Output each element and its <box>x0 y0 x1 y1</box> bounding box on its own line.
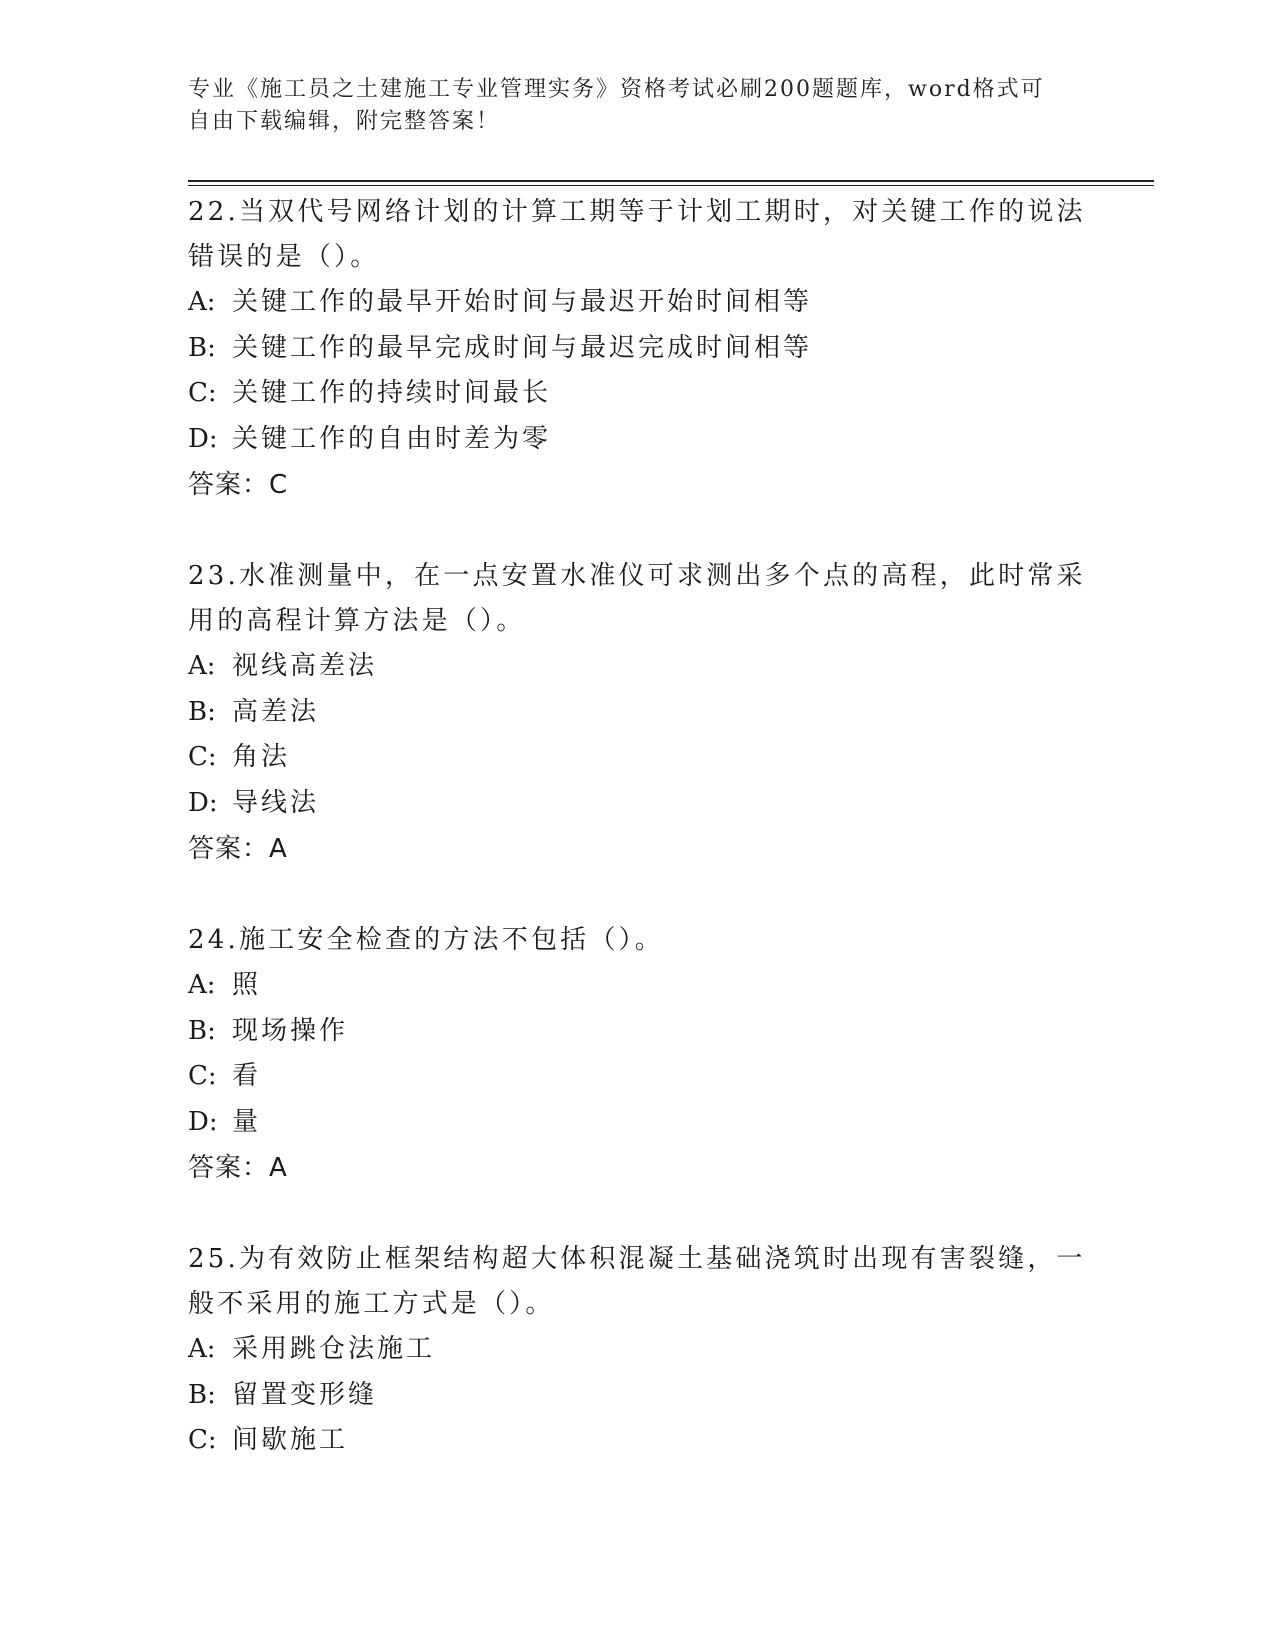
option-letter: D: <box>188 1106 218 1137</box>
option-text: 采用跳仓法施工 <box>232 1334 436 1364</box>
option-c <box>188 371 1088 417</box>
option-text: 高差法 <box>232 696 320 727</box>
option-b <box>188 690 1088 736</box>
header-divider-thin <box>188 185 1154 186</box>
option-d <box>188 781 1088 827</box>
question-stem: 22.当双代号网络计划的计算工期等于计划工期时，对关键工作的说法错误的是（）。 <box>188 197 1086 272</box>
option-letter: A: <box>188 1334 216 1364</box>
question-25 <box>188 1237 1088 1464</box>
option-text: 现场操作 <box>232 1015 349 1046</box>
option-letter: C: <box>188 378 217 408</box>
header-divider-thick <box>188 180 1154 182</box>
option-d <box>188 1100 1088 1146</box>
option-text: 关键工作的持续时间最长 <box>232 378 552 408</box>
option-letter: A: <box>188 970 216 1000</box>
header-line-2: 自由下载编辑，附完整答案！ <box>188 109 501 134</box>
option-letter: A: <box>188 287 216 317</box>
option-letter: C: <box>188 1425 217 1455</box>
option-letter: A: <box>188 651 216 681</box>
option-a <box>188 280 1088 326</box>
option-letter: B: <box>188 1015 216 1046</box>
option-text: 看 <box>232 1061 262 1091</box>
option-text: 关键工作的最早开始时间与最迟开始时间相等 <box>232 287 813 317</box>
option-b <box>188 1009 1088 1055</box>
question-22 <box>188 190 1088 508</box>
option-text: 间歇施工 <box>232 1425 349 1455</box>
question-list <box>188 190 1088 1510</box>
answer: 答案：C <box>188 470 289 500</box>
option-a <box>188 644 1088 690</box>
option-d <box>188 417 1088 463</box>
option-c <box>188 735 1088 781</box>
option-b <box>188 1373 1088 1419</box>
option-c <box>188 1054 1088 1100</box>
option-a <box>188 963 1088 1009</box>
question-23 <box>188 554 1088 872</box>
option-letter: D: <box>188 787 218 818</box>
option-c <box>188 1418 1088 1464</box>
question-stem: 24.施工安全检查的方法不包括（）。 <box>188 925 664 955</box>
option-text: 量 <box>232 1106 262 1137</box>
option-letter: B: <box>188 332 216 363</box>
option-text: 导线法 <box>232 787 320 818</box>
question-stem: 25.为有效防止框架结构超大体积混凝土基础浇筑时出现有害裂缝，一般不采用的施工方式是（）。 <box>188 1244 1086 1319</box>
option-text: 关键工作的最早完成时间与最迟完成时间相等 <box>232 332 813 363</box>
question-stem: 23.水准测量中，在一点安置水准仪可求测出多个点的高程，此时常采用的高程计算方法是（）。 <box>188 561 1086 636</box>
option-letter: C: <box>188 742 217 772</box>
option-text: 视线高差法 <box>232 651 378 681</box>
option-letter: C: <box>188 1061 217 1091</box>
option-text: 关键工作的自由时差为零 <box>232 423 552 454</box>
option-letter: B: <box>188 1379 216 1410</box>
option-letter: B: <box>188 696 216 727</box>
option-text: 留置变形缝 <box>232 1379 378 1410</box>
question-24 <box>188 918 1088 1191</box>
answer: 答案：A <box>188 834 288 864</box>
header-line-1: 专业《施工员之土建施工专业管理实务》资格考试必刷200题题库，word格式可 <box>188 77 1045 102</box>
option-text: 角法 <box>232 742 291 772</box>
option-text: 照 <box>232 970 262 1000</box>
document-header <box>188 74 1068 138</box>
answer: 答案：A <box>188 1153 288 1183</box>
option-letter: D: <box>188 423 218 454</box>
option-b <box>188 326 1088 372</box>
option-a <box>188 1327 1088 1373</box>
